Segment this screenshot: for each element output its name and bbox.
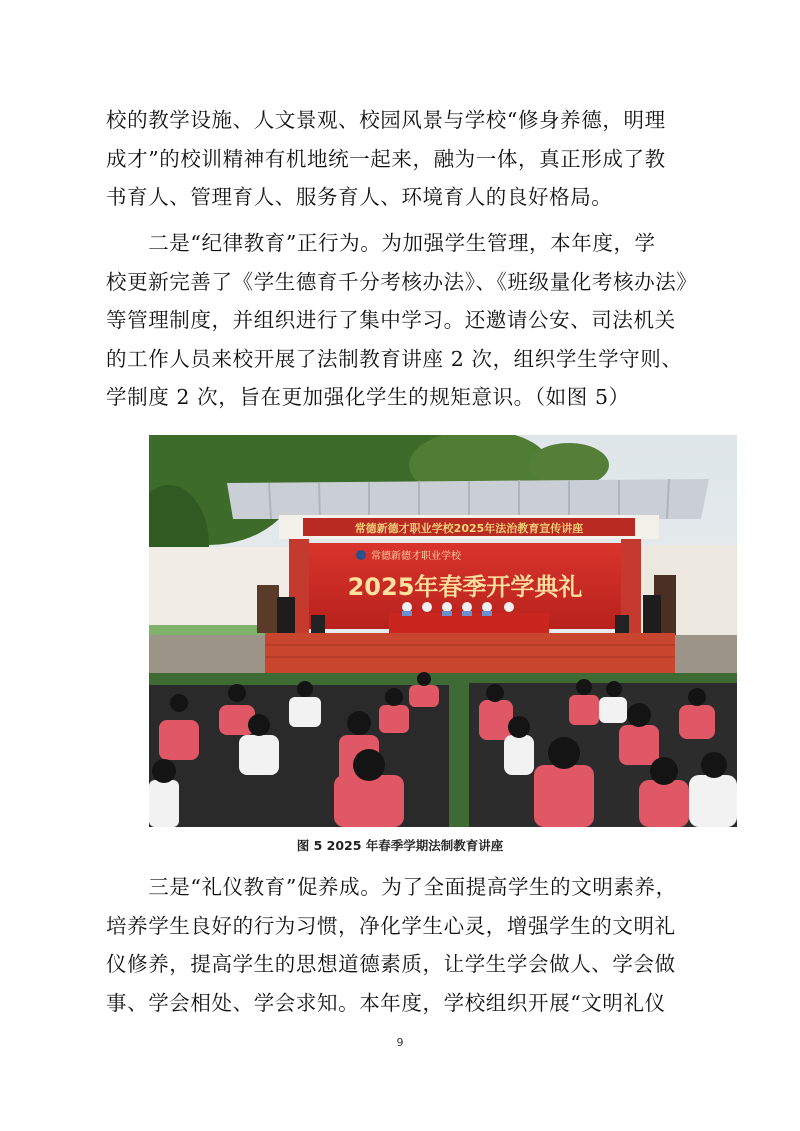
text-line: 校的教学设施、人文景观、校园风景与学校“修身养德，明理: [106, 108, 666, 132]
text-line: 三是“礼仪教育”促养成。为了全面提高学生的文明素养，: [106, 875, 677, 899]
lecture-photo: [149, 435, 737, 827]
paragraph-discipline-education: [106, 224, 696, 417]
banner-text: 常德新德才职业学校2025年法治教育宣传讲座: [354, 522, 584, 535]
backdrop-title: 2025年春季开学典礼: [347, 573, 583, 601]
school-name-text: 常德新德才职业学校: [371, 551, 461, 562]
text-line: 学制度 2 次，旨在更加强化学生的规矩意识。（如图 5）: [106, 385, 630, 409]
text-line: 等管理制度，并组织进行了集中学习。还邀请公安、司法机关: [106, 308, 676, 332]
text-line: 事、学会相处、学会求知。本年度，学校组织开展“文明礼仪: [106, 990, 666, 1015]
page-number: 9: [396, 1036, 404, 1049]
text-line: 的工作人员来校开展了法制教育讲座 2 次，组织学生学守则、: [106, 346, 683, 371]
figure-caption: 图 5 2025 年春季学期法制教育讲座: [296, 838, 504, 853]
text-line: 培养学生良好的行为习惯，净化学生心灵，增强学生的文明礼: [106, 913, 676, 938]
text-line: 校更新完善了《学生德育千分考核办法》、《班级量化考核办法》: [106, 269, 698, 294]
text-line: 成才”的校训精神有机地统一起来，融为一体，真正形成了教: [106, 146, 666, 171]
paragraph-etiquette-education: [106, 868, 696, 1022]
paragraph-campus-environment: [106, 101, 696, 217]
text-line: 仪修养，提高学生的思想道德素质，让学生学会做人、学会做: [106, 952, 676, 976]
audience: [149, 672, 737, 827]
text-line: 二是“纪律教育”正行为。为加强学生管理，本年度，学: [106, 231, 656, 255]
text-line: 书育人、管理育人、服务育人、环境育人的良好格局。: [106, 185, 613, 209]
